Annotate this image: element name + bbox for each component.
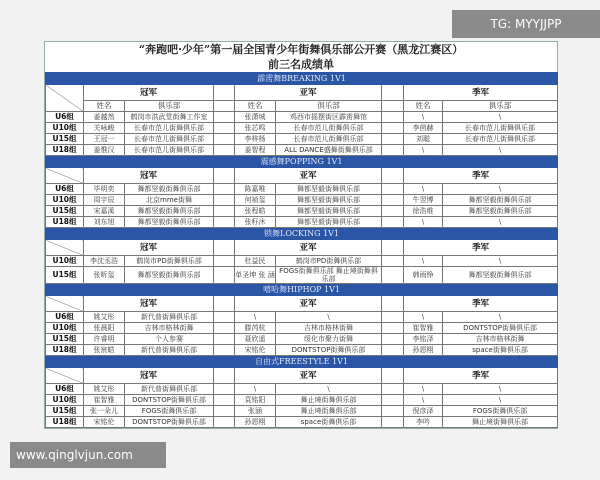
second-place-name: \ [235,384,276,395]
first-place-club: 吉林市格林街舞 [125,323,214,334]
result-row [46,323,558,334]
club-header: 俱乐部 [125,101,214,112]
first-place-club: DONTSTOP街舞俱乐部 [125,417,214,428]
second-place-header: 亚军 [235,168,382,184]
second-place-name: 张芯鸣 [235,123,276,134]
second-place-club: 舞都坚毅街舞俱乐部 [276,184,382,195]
first-place-club: 舞都坚毅街舞俱乐部 [125,267,214,284]
name-header: 姓名 [235,101,276,112]
result-row [46,384,558,395]
place-header-row [46,168,558,184]
section-title: 自由式FREESTYLE 1V1 [46,356,558,368]
first-place-name: 姚艾彤 [84,384,125,395]
second-place-name: 滕芮杭 [235,323,276,334]
result-row [46,256,558,267]
column-gap [214,112,235,123]
column-gap [214,195,235,206]
club-header: 俱乐部 [276,101,382,112]
first-place-club: 新代普街舞俱乐部 [125,345,214,356]
first-place-name: 王冠一 [84,134,125,145]
column-gap [382,134,404,145]
column-gap [214,296,235,312]
result-row [46,345,558,356]
second-place-name: 孙恩栩 [235,417,276,428]
second-place-club: 舞都坚毅街舞俱乐部 [276,206,382,217]
result-row [46,145,558,156]
age-group: U15组 [46,406,84,417]
first-place-header: 冠军 [84,368,214,384]
age-group: U6组 [46,384,84,395]
diagonal-corner-cell [46,85,84,112]
third-place-club: \ [443,312,558,323]
result-row [46,112,558,123]
column-gap [214,134,235,145]
age-group: U18组 [46,217,84,228]
third-place-header: 季军 [404,368,558,384]
third-place-club: \ [443,395,558,406]
place-header-row [46,85,558,101]
third-place-club: space街舞俱乐部 [443,345,558,356]
column-gap [214,240,235,256]
column-gap [214,267,235,284]
place-header-row [46,240,558,256]
column-gap [382,312,404,323]
document-title: “奔跑吧·少年”第一届全国青少年街舞俱乐部公开赛（黑龙江赛区） [138,43,464,56]
second-place-name: 聂欣遥 [235,334,276,345]
third-place-name: 韩雨铮 [404,267,443,284]
age-group: U18组 [46,145,84,156]
second-place-club: 舞都坚毅街舞俱乐部 [276,217,382,228]
age-group: U10组 [46,323,84,334]
place-header-row [46,368,558,384]
first-place-name: 姜越然 [84,112,125,123]
first-place-club: 新代普街舞俱乐部 [125,384,214,395]
column-gap [382,184,404,195]
age-group: U18组 [46,417,84,428]
third-place-name: 倪彦泽 [404,406,443,417]
third-place-name: \ [404,217,443,228]
first-place-club: FOGS街舞俱乐部 [125,406,214,417]
column-gap [382,345,404,356]
third-place-club: DONTSTOP街舞俱乐部 [443,323,558,334]
column-gap [214,123,235,134]
result-row [46,267,558,284]
third-place-name: 李铭泽 [404,334,443,345]
third-place-name: 孙恩栩 [404,345,443,356]
second-place-club: DONTSTOP街舞俱乐部 [276,345,382,356]
second-place-club: 舞都坚毅街舞俱乐部 [276,195,382,206]
first-place-name: 张宸皓 [84,345,125,356]
column-gap [382,168,404,184]
third-place-club: 长春市范儿街舞俱乐部 [443,134,558,145]
first-place-name: 许睿明 [84,334,125,345]
age-group: U6组 [46,312,84,323]
column-gap [382,323,404,334]
third-place-name: 刘聪 [404,134,443,145]
second-place-name: 陈嘉唯 [235,184,276,195]
result-row [46,417,558,428]
first-place-header: 冠军 [84,85,214,101]
result-row [46,334,558,345]
third-place-name: 李茴赫 [404,123,443,134]
second-place-club: ALL DANCE盛舞街舞俱乐部 [276,145,382,156]
first-place-name: 周宇辰 [84,195,125,206]
second-place-name: 袁铭阳 [235,395,276,406]
column-gap [382,368,404,384]
section-header-bar [46,356,558,368]
third-place-name: \ [404,312,443,323]
column-gap [382,417,404,428]
second-place-name: 杜益民 [235,256,276,267]
diagonal-corner-cell [46,296,84,312]
second-place-club: 舞止境街舞俱乐部 [276,395,382,406]
column-gap [382,240,404,256]
age-group: U10组 [46,395,84,406]
first-place-club: 舞都坚毅街舞俱乐部 [125,206,214,217]
result-row [46,406,558,417]
third-place-name: 徐浩维 [404,206,443,217]
column-gap [214,345,235,356]
first-place-name: 刘东旭 [84,217,125,228]
section-header-bar [46,228,558,240]
third-place-club: 吉林市格林街舞 [443,334,558,345]
second-place-club: 鹤岗市PD街舞俱乐部 [276,256,382,267]
third-place-name: 李吟 [404,417,443,428]
second-place-club: \ [276,312,382,323]
first-place-club: 个人参赛 [125,334,214,345]
first-place-club: 长春市范儿街舞俱乐部 [125,134,214,145]
results-table [45,72,558,428]
name-header: 姓名 [84,101,125,112]
column-gap [214,334,235,345]
second-place-name: 李梓杨 [235,134,276,145]
age-group: U6组 [46,184,84,195]
section-title: 嘻哈舞HIPHOP 1V1 [46,284,558,296]
column-gap [214,406,235,417]
age-group: U18组 [46,345,84,356]
third-place-name: \ [404,256,443,267]
name-header: 姓名 [404,101,443,112]
third-place-name: 牛翌博 [404,195,443,206]
age-group: U15组 [46,267,84,284]
first-place-club: DONTSTOP街舞俱乐部 [125,395,214,406]
second-place-header: 亚军 [235,296,382,312]
column-gap [382,395,404,406]
first-place-name: 李沈丞浩 [84,256,125,267]
result-row [46,184,558,195]
first-place-club: 鹤岗市洪武堂街舞工作室 [125,112,214,123]
column-gap [214,368,235,384]
column-gap [214,168,235,184]
first-place-club: 舞都坚毅街舞俱乐部 [125,217,214,228]
club-header: 俱乐部 [443,101,558,112]
section-header-bar [46,156,558,168]
column-gap [382,406,404,417]
third-place-name: \ [404,384,443,395]
age-group: U15组 [46,134,84,145]
section-title: 霹雳舞BREAKING 1V1 [46,73,558,85]
column-gap [214,312,235,323]
first-place-name: 姜惟汉 [84,145,125,156]
age-group: U10组 [46,195,84,206]
second-place-name: 单圣坤 张 涵 [235,267,276,284]
column-gap [382,195,404,206]
first-place-club: 舞都坚毅街舞俱乐部 [125,184,214,195]
column-gap [214,145,235,156]
column-gap [214,256,235,267]
second-place-club: 舞止境街舞俱乐部 [276,406,382,417]
third-place-header: 季军 [404,168,558,184]
third-place-club: 舞都坚毅街舞俱乐部 [443,195,558,206]
column-gap [382,145,404,156]
section-title: 震感舞POPPING 1V1 [46,156,558,168]
first-place-name: 张昕玺 [84,267,125,284]
column-gap [214,206,235,217]
age-group: U15组 [46,334,84,345]
third-place-header: 季军 [404,240,558,256]
third-place-name: 崔智雅 [404,323,443,334]
section-header-bar [46,284,558,296]
column-gap [214,184,235,195]
result-row [46,217,558,228]
column-gap [382,101,404,112]
first-place-club: 长春市范儿街舞俱乐部 [125,145,214,156]
subheader-row [46,101,558,112]
second-place-name: 张籽沐 [235,217,276,228]
third-place-club: \ [443,145,558,156]
diagonal-corner-cell [46,168,84,184]
column-gap [382,112,404,123]
first-place-name: 毕明奕 [84,184,125,195]
third-place-name: \ [404,112,443,123]
second-place-club: 鸡西市摇摆街区霹雳舞馆 [276,112,382,123]
third-place-club: \ [443,384,558,395]
second-place-name: 姜智程 [235,145,276,156]
third-place-club: \ [443,256,558,267]
column-gap [382,334,404,345]
second-place-club: \ [276,384,382,395]
third-place-club: 舞止境街舞俱乐部 [443,417,558,428]
second-place-name: 宋铭伦 [235,345,276,356]
first-place-club: 北京mme街舞 [125,195,214,206]
column-gap [214,85,235,101]
first-place-header: 冠军 [84,240,214,256]
column-gap [382,217,404,228]
column-gap [382,384,404,395]
second-place-club: 长春市范儿街舞俱乐部 [276,123,382,134]
second-place-name: 张涵 [235,406,276,417]
place-header-row [46,296,558,312]
result-row [46,123,558,134]
second-place-header: 亚军 [235,240,382,256]
first-place-club: 鹤岗市PD街舞俱乐部 [125,256,214,267]
section-header-bar [46,73,558,85]
third-place-club: 舞都坚毅街舞俱乐部 [443,267,558,284]
column-gap [214,384,235,395]
document-subtitle: 前三名成绩单 [268,58,334,71]
results-sheet [44,41,558,429]
column-gap [382,296,404,312]
first-place-name: 宋铭伦 [84,417,125,428]
result-row [46,206,558,217]
first-place-header: 冠军 [84,168,214,184]
column-gap [214,101,235,112]
third-place-club: 舞都坚毅街舞俱乐部 [443,206,558,217]
third-place-club: 长春市范儿街舞俱乐部 [443,123,558,134]
first-place-header: 冠军 [84,296,214,312]
third-place-header: 季军 [404,85,558,101]
age-group: U15组 [46,206,84,217]
first-place-name: 崔智雅 [84,395,125,406]
first-place-name: 关咏峻 [84,123,125,134]
first-place-name: 张一朵儿 [84,406,125,417]
result-row [46,195,558,206]
first-place-name: 张晨阳 [84,323,125,334]
column-gap [214,417,235,428]
second-place-club: space街舞俱乐部 [276,417,382,428]
first-place-name: 姚艾彤 [84,312,125,323]
second-place-name: 何祯玺 [235,195,276,206]
first-place-club: 新代普街舞俱乐部 [125,312,214,323]
third-place-club: FOGS街舞俱乐部 [443,406,558,417]
column-gap [382,123,404,134]
third-place-header: 季军 [404,296,558,312]
third-place-name: \ [404,395,443,406]
diagonal-corner-cell [46,240,84,256]
second-place-name: \ [235,312,276,323]
column-gap [214,323,235,334]
age-group: U10组 [46,123,84,134]
age-group: U10组 [46,256,84,267]
second-place-header: 亚军 [235,368,382,384]
column-gap [382,206,404,217]
result-row [46,134,558,145]
column-gap [214,395,235,406]
column-gap [382,267,404,284]
column-gap [382,85,404,101]
column-gap [382,256,404,267]
third-place-club: \ [443,184,558,195]
result-row [46,312,558,323]
third-place-name: \ [404,184,443,195]
third-place-club: \ [443,217,558,228]
watermark-bottom: www.qinglvjun.com [10,442,166,468]
column-gap [214,217,235,228]
first-place-name: 宋嘉溪 [84,206,125,217]
age-group: U6组 [46,112,84,123]
second-place-club: 吉林市格林街舞 [276,323,382,334]
second-place-name: 张程皓 [235,206,276,217]
second-place-club: 绥化市聚力街舞 [276,334,382,345]
second-place-header: 亚军 [235,85,382,101]
third-place-club: \ [443,112,558,123]
watermark-top: TG: MYYJJPP [452,10,600,38]
third-place-name: \ [404,145,443,156]
first-place-club: 长春市范儿街舞俱乐部 [125,123,214,134]
second-place-club: FOGS街舞俱乐部 舞止境街舞俱乐部 [276,267,382,284]
result-row [46,395,558,406]
diagonal-corner-cell [46,368,84,384]
section-title: 锁舞LOCKING 1V1 [46,228,558,240]
second-place-club: 长春市范儿街舞俱乐部 [276,134,382,145]
second-place-name: 张潇城 [235,112,276,123]
